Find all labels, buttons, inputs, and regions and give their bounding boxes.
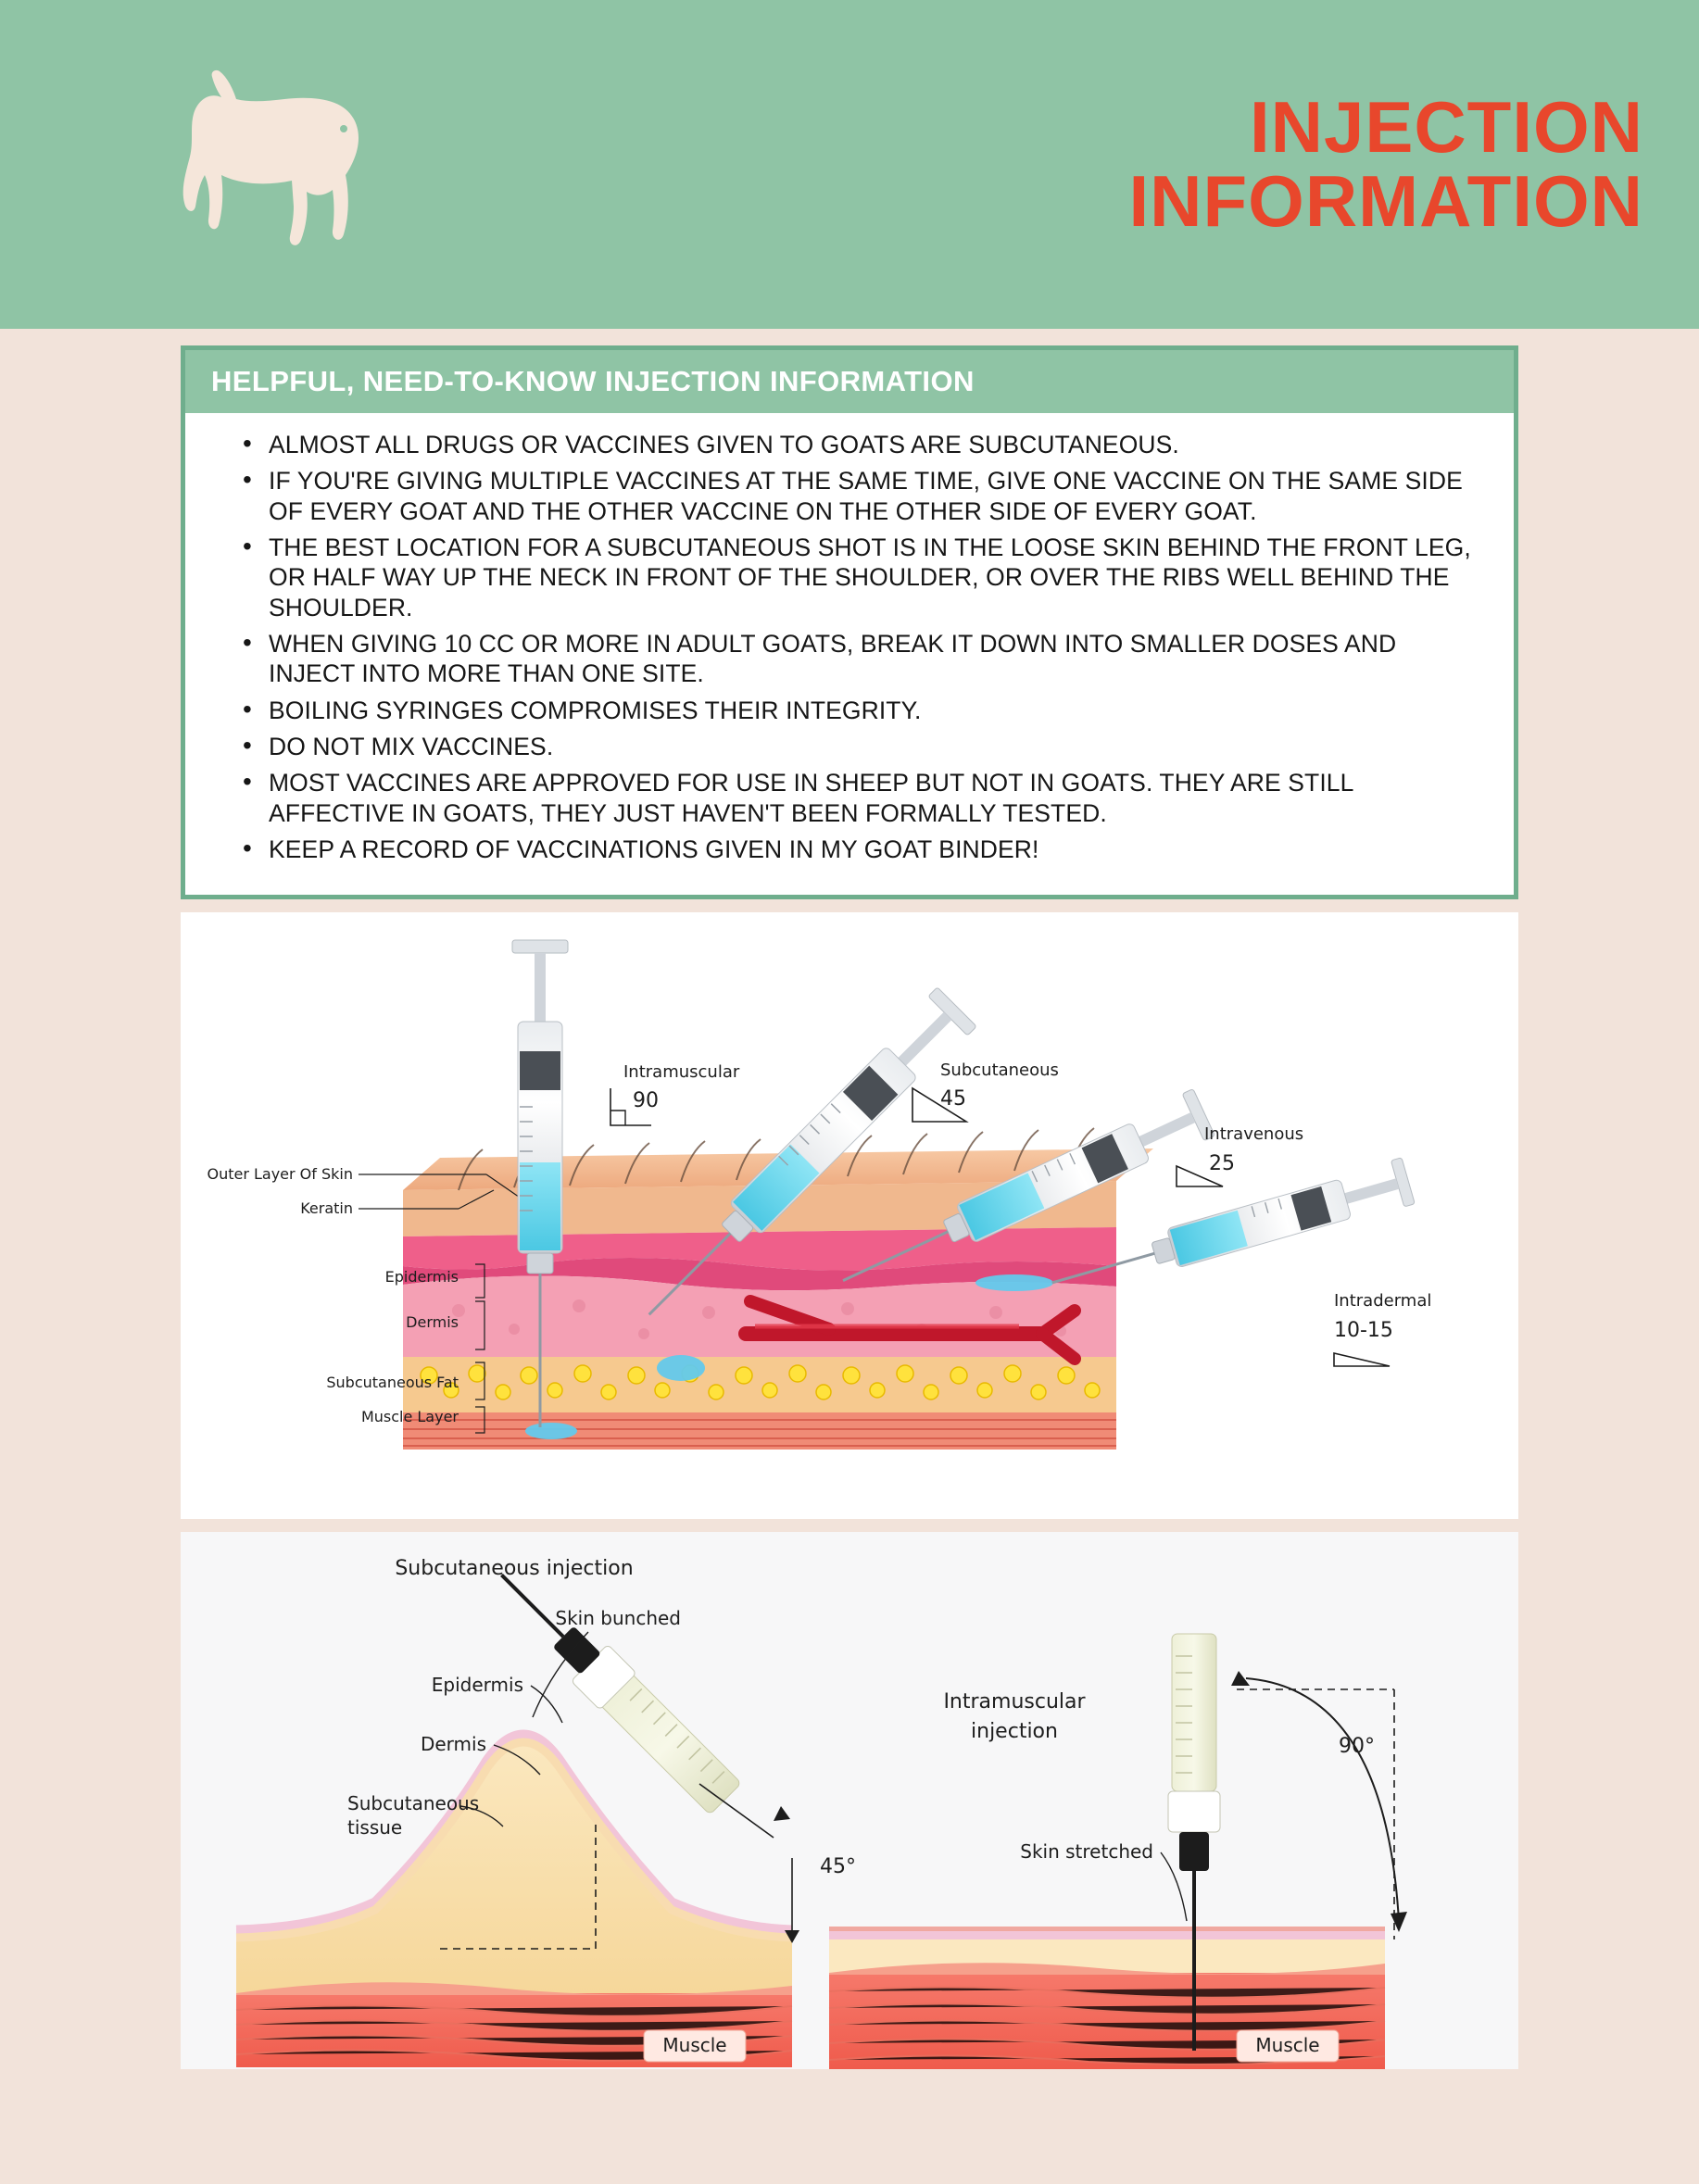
annotation-intravenous	[1177, 1124, 1303, 1186]
label-subcutaneous-tissue-line1: Subcutaneous	[347, 1792, 480, 1815]
list-item: • THE BEST LOCATION FOR A SUBCUTANEOUS SHOT IS IN THE LOOSE SKIN BEHIND THE FRONT LEG, OR HALF WAY UP THE NECK IN FRONT OF THE SHOULDER, OR OVER THE RIBS WELL BEHIND THE SHOULDER.	[269, 533, 1477, 622]
list-item: • IF YOU'RE GIVING MULTIPLE VACCINES AT THE SAME TIME, GIVE ONE VACCINE ON THE SAME SIDE OF EVERY GOAT AND THE OTHER VACCINE ON THE OTHER SIDE OF EVERY GOAT.	[269, 466, 1477, 526]
label-dermis: Dermis	[406, 1313, 459, 1332]
label-subcutaneous-injection-title: Subcutaneous injection	[395, 1557, 634, 1581]
page-title-line-1: INJECTION	[1249, 85, 1643, 168]
annotation-intramuscular	[610, 1062, 740, 1125]
annotation-subcutaneous	[912, 1061, 1059, 1122]
label-intramuscular-injection-line2: injection	[971, 1720, 1058, 1744]
info-bullet-list	[222, 430, 1477, 864]
label-muscle-layer: Muscle Layer	[360, 1408, 459, 1426]
label-keratin: Keratin	[300, 1199, 353, 1218]
value-subcutaneous-angle: 45	[940, 1087, 966, 1111]
list-item: • DO NOT MIX VACCINES.	[269, 732, 1477, 761]
injection-angle-diagram	[181, 912, 1518, 1519]
intramuscular-labels	[943, 1690, 1187, 1921]
label-subcutaneous: Subcutaneous	[940, 1061, 1059, 1081]
info-box-body	[185, 413, 1514, 895]
subcutaneous-panel	[236, 1557, 856, 2067]
list-item: • ALMOST ALL DRUGS OR VACCINES GIVEN TO GOATS ARE SUBCUTANEOUS.	[269, 430, 1477, 459]
label-epidermis: Epidermis	[384, 1268, 459, 1287]
value-intramuscular-angle: 90	[633, 1089, 659, 1113]
value-left-angle: 45°	[820, 1855, 856, 1879]
label-subcutaneous-tissue-line2: tissue	[347, 1816, 403, 1839]
info-box-heading: HELPFUL, NEED-TO-KNOW INJECTION INFORMATION	[185, 350, 1514, 413]
fluid-deposit-im	[525, 1423, 577, 1439]
list-item: • MOST VACCINES ARE APPROVED FOR USE IN SHEEP BUT NOT IN GOATS. THEY ARE STILL AFFECTIVE IN GOATS, THEY JUST HAVEN'T BEEN FORMALLY TESTED.	[269, 768, 1477, 828]
label-epidermis-left: Epidermis	[431, 1674, 523, 1697]
list-item: • WHEN GIVING 10 CC OR MORE IN ADULT GOATS, BREAK IT DOWN INTO SMALLER DOSES AND INJECT INTO MORE THAN ONE SITE.	[269, 629, 1477, 689]
fluid-deposit-id	[975, 1274, 1053, 1291]
label-dermis-left: Dermis	[420, 1733, 486, 1756]
value-right-angle: 90°	[1339, 1735, 1375, 1759]
label-skin-stretched: Skin stretched	[1020, 1840, 1153, 1864]
label-intravenous: Intravenous	[1204, 1124, 1304, 1145]
value-intravenous-angle: 25	[1209, 1152, 1235, 1176]
label-skin-bunched: Skin bunched	[555, 1607, 681, 1630]
injection-technique-diagram	[181, 1532, 1518, 2069]
goat-silhouette-icon	[162, 49, 394, 281]
intramuscular-panel	[829, 1634, 1407, 2069]
label-muscle-left: Muscle	[662, 2034, 727, 2057]
label-outer-layer-of-skin: Outer Layer Of Skin	[207, 1165, 353, 1184]
list-item: • KEEP A RECORD OF VACCINATIONS GIVEN IN MY GOAT BINDER!	[269, 835, 1477, 864]
list-item: • BOILING SYRINGES COMPROMISES THEIR INTEGRITY.	[269, 696, 1477, 725]
value-intradermal-angle: 10-15	[1334, 1319, 1393, 1343]
label-intradermal: Intradermal	[1334, 1291, 1432, 1312]
page-header	[0, 0, 1699, 329]
page-title-line-2: INFORMATION	[1128, 159, 1643, 242]
label-intramuscular: Intramuscular	[623, 1062, 740, 1083]
page-title	[394, 85, 1699, 242]
fluid-deposit-sc	[657, 1355, 705, 1381]
info-box	[181, 345, 1518, 899]
label-muscle-right: Muscle	[1255, 2034, 1320, 2057]
label-intramuscular-injection-line1: Intramuscular	[943, 1690, 1086, 1714]
label-subcutaneous-fat: Subcutaneous Fat	[326, 1374, 459, 1392]
annotation-intradermal	[1334, 1291, 1431, 1366]
